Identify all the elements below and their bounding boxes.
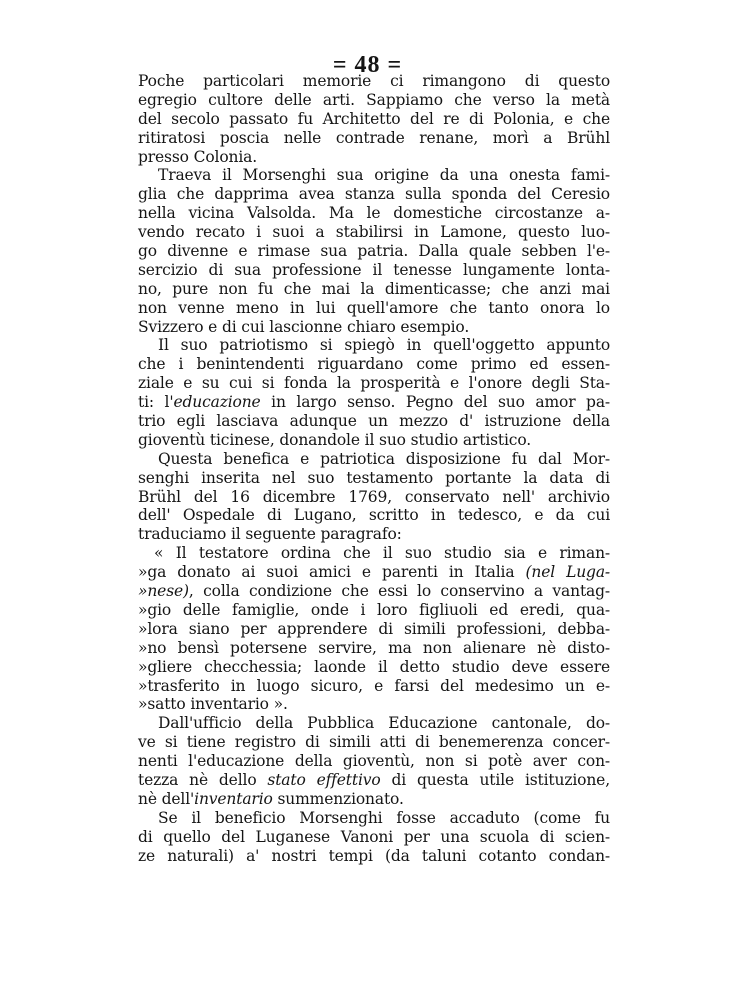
quote-line: « Il testatore ordina che il suo studio sia e riman-: [154, 544, 610, 563]
text-line: no, pure non fu che mai la dimenticasse; che anzi mai: [138, 279, 610, 298]
text-run: nè dell': [138, 789, 195, 808]
text-line: che i benintendenti riguardano come primo ed essen-: [138, 355, 610, 374]
text-line: traduciamo il seguente paragrafo:: [138, 525, 402, 544]
text-line: Dall'ufficio della Pubblica Educazione cantonale, do-: [158, 714, 610, 733]
text-line: Traeva il Morsenghi sua origine da una onesta fami-: [158, 166, 610, 185]
text-line: nenti l'educazione della gioventù, non si potè aver con-: [138, 752, 610, 771]
text-line: ziale e su cui si fonda la prosperità e l'onore degli Sta-: [138, 374, 610, 393]
text-line: glia che dapprima avea stanza sulla sponda del Ceresio: [138, 185, 610, 204]
text-line: go divenne e rimase sua patria. Dalla quale sebben l'e-: [138, 242, 610, 261]
italic-run: (nel Luga-: [525, 563, 611, 582]
text-line: di quello del Luganese Vanoni per una scuola di scien-: [138, 827, 610, 846]
text-run: ti: l': [138, 393, 174, 412]
text-line: Brühl del 16 dicembre 1769, conservato nell' archivio: [138, 487, 610, 506]
text-line: Questa benefica e patriotica disposizione fu dal Mor-: [158, 449, 610, 468]
italic-run: stato effettivo: [267, 770, 381, 789]
text-line: egregio cultore delle arti. Sappiamo che verso la metà: [138, 90, 610, 109]
text-run: summenzionato.: [272, 789, 404, 808]
text-line: trio egli lasciava adunque un mezzo d' istruzione della: [138, 412, 610, 431]
text-line: gioventù ticinese, donandole il suo studio artistico.: [138, 430, 532, 449]
quote-line: [138, 582, 610, 601]
quote-line: »no bensì potersene servire, ma non alienare nè disto-: [138, 638, 610, 657]
text-line: Poche particolari memorie ci rimangono di questo: [138, 72, 610, 90]
quote-line: »trasferito in luogo sicuro, e farsi del medesimo un e-: [138, 676, 610, 695]
text-run: , colla condizione che essi lo conservino a vantag-: [188, 582, 610, 601]
text-line: [138, 771, 610, 790]
text-line: Svizzero e di cui lascionne chiaro esempio.: [138, 317, 470, 336]
text-run: »ga donato ai suoi amici e parenti in Italia: [138, 563, 526, 582]
text-run: tezza nè dello: [138, 770, 268, 789]
text-line: Il suo patriotismo si spiegò in quell'oggetto appunto: [158, 336, 610, 355]
italic-run: inventario: [194, 789, 273, 808]
text-line: ze naturali) a' nostri tempi (da taluni cotanto condan-: [138, 846, 610, 865]
text-line: presso Colonia.: [138, 147, 258, 166]
quote-line: »satto inventario ».: [138, 695, 288, 714]
text-run: di questa utile istituzione,: [380, 770, 610, 789]
italic-run: educazione: [173, 393, 261, 412]
text-line: del secolo passato fu Architetto del re di Polonia, e che: [138, 109, 610, 128]
text-line: [138, 393, 610, 412]
text-line: ritiratosi poscia nelle contrade renane, morì a Brühl: [138, 128, 610, 147]
text-line: nella vicina Valsolda. Ma le domestiche circostanze a-: [138, 204, 610, 223]
quote-line: »lora siano per apprendere di simili professioni, debba-: [138, 619, 610, 638]
text-line: senghi inserita nel suo testamento portante la data di: [138, 468, 610, 487]
quote-line: »gliere checchessia; laonde il detto studio deve essere: [138, 657, 610, 676]
text-line: dell' Ospedale di Lugano, scritto in tedesco, e da cui: [138, 506, 610, 525]
quote-line: [138, 563, 610, 582]
text-run: in largo senso. Pegno del suo amor pa-: [260, 393, 611, 412]
text-line: sercizio di sua professione il tenesse lungamente lonta-: [138, 260, 610, 279]
text-line: Se il beneficio Morsenghi fosse accaduto (come fu: [158, 808, 610, 827]
text-line: non venne meno in lui quell'amore che tanto onora lo: [138, 298, 610, 317]
page-body: [138, 72, 610, 865]
text-line: ve si tiene registro di simili atti di benemerenza concer-: [138, 733, 610, 752]
page-number: = 48 =: [332, 52, 403, 78]
text-line: [138, 790, 610, 809]
quote-line: »gio delle famiglie, onde i loro figliuoli ed eredi, qua-: [138, 600, 610, 619]
italic-run: »nese): [138, 582, 189, 601]
text-line: vendo recato i suoi a stabilirsi in Lamone, questo luo-: [138, 223, 610, 242]
